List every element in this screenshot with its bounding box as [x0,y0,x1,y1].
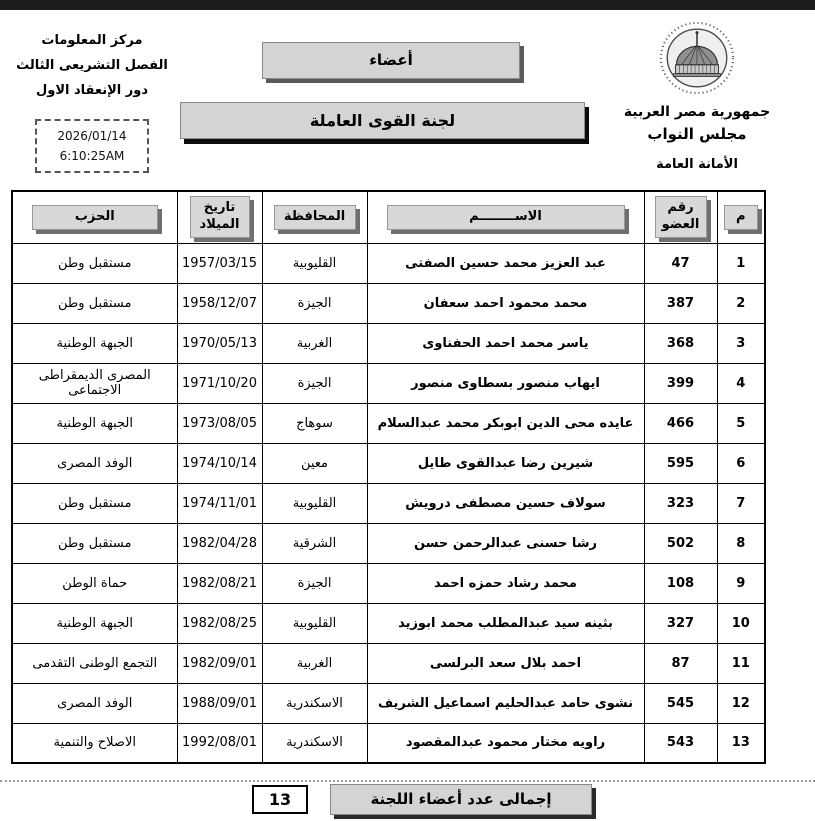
party-cell: الجبهة الوطنية [12,403,177,443]
member-row [12,603,765,643]
member-row [12,363,765,403]
party-cell: التجمع الوطنى التقدمى [12,643,177,683]
row-index-cell: 3 [717,323,765,363]
member-row [12,723,765,763]
top-black-bar [0,0,815,10]
governorate-header-box: المحافظة [274,205,356,230]
member-name-cell: راويه مختار محمود عبدالمقصود [367,723,644,763]
row-index-cell: 1 [717,243,765,283]
member-name-cell: ياسر محمد احمد الحفناوى [367,323,644,363]
birth-date-cell: 1957/03/15 [177,243,262,283]
total-members-label-box: إجمالى عدد أعضاء اللجنة [330,784,592,815]
name-header-box: الاســــــــم [387,205,625,230]
member-name-cell: عايده محى الدين ابوبكر محمد عبدالسلام [367,403,644,443]
member-name-cell: شيرين رضا عبدالقوى طايل [367,443,644,483]
member-row [12,683,765,723]
report-footer [0,784,815,818]
member-name-cell: احمد بلال سعد البرلسى [367,643,644,683]
birth-date-cell: 1982/09/01 [177,643,262,683]
member-id-cell: 323 [644,483,717,523]
footer-dotted-divider [0,780,815,782]
row-index-cell: 5 [717,403,765,443]
row-index-cell: 6 [717,443,765,483]
info-center-line: مركز المعلومات [41,33,143,48]
print-time: 6:10:25AM [59,149,125,163]
row-index-cell: 11 [717,643,765,683]
header-center-block [180,10,585,190]
birth-date-cell: 1974/10/14 [177,443,262,483]
governorate-cell: القليوبية [262,483,367,523]
birth-date-cell: 1971/10/20 [177,363,262,403]
member-id-cell: 368 [644,323,717,363]
report-header [0,10,815,190]
birth-date-cell: 1982/04/28 [177,523,262,563]
governorate-cell: الشرقية [262,523,367,563]
row-index-cell: 10 [717,603,765,643]
row-index-cell: 12 [717,683,765,723]
governorate-cell: القليوبية [262,243,367,283]
session-round-line: دور الإنعقاد الاول [35,83,149,98]
row-index-cell: 4 [717,363,765,403]
col-header-index [717,191,765,243]
member-id-cell: 387 [644,283,717,323]
member-id-cell: 545 [644,683,717,723]
members-table-body [12,243,765,763]
birth-date-cell: 1970/05/13 [177,323,262,363]
party-cell: الوفد المصرى [12,443,177,483]
birth-date-cell: 1992/08/01 [177,723,262,763]
col-header-governorate [262,191,367,243]
member-name-cell: محمد محمود احمد سعفان [367,283,644,323]
members-label-box: أعضاء [262,42,520,79]
total-members-value: 13 [252,785,308,814]
governorate-cell: الجيزة [262,283,367,323]
party-cell: مستقبل وطن [12,523,177,563]
party-cell: مستقبل وطن [12,283,177,323]
member-id-cell: 327 [644,603,717,643]
party-cell: الجبهة الوطنية [12,603,177,643]
member-name-cell: عبد العزيز محمد حسين الصفتى [367,243,644,283]
member-row [12,403,765,443]
member-id-cell: 543 [644,723,717,763]
committee-name-box: لجنة القوى العاملة [180,102,585,139]
member-name-cell: سولاف حسين مصطفى درويش [367,483,644,523]
member-row [12,483,765,523]
member-row [12,323,765,363]
country-title: جمهورية مصر العربية [623,104,771,120]
party-cell: الاصلاح والتنمية [12,723,177,763]
birth-date-header-box: تاريخ الميلاد [190,196,250,238]
birth-date-cell: 1973/08/05 [177,403,262,443]
governorate-cell: الغربية [262,643,367,683]
row-index-cell: 9 [717,563,765,603]
member-id-header-box: رقم العضو [655,196,707,238]
party-cell: حماة الوطن [12,563,177,603]
col-header-party [12,191,177,243]
member-id-cell: 466 [644,403,717,443]
col-header-birth-date [177,191,262,243]
member-name-cell: نشوى حامد عبدالحليم اسماعيل الشريف [367,683,644,723]
governorate-cell: الجيزة [262,563,367,603]
governorate-cell: معين [262,443,367,483]
table-header-row [12,191,765,243]
row-index-cell: 8 [717,523,765,563]
legislative-term-line: الفصل التشريعى الثالث [16,58,168,73]
member-name-cell: بثينه سيد عبدالمطلب محمد ابوزيد [367,603,644,643]
member-row [12,243,765,283]
party-cell: المصرى الديمقراطى الاجتماعى [12,363,177,403]
party-cell: الوفد المصرى [12,683,177,723]
member-name-cell: رشا حسنى عبدالرحمن حسن [367,523,644,563]
governorate-cell: الاسكندرية [262,723,367,763]
member-row [12,643,765,683]
party-cell: مستقبل وطن [12,243,177,283]
member-id-cell: 87 [644,643,717,683]
row-index-cell: 7 [717,483,765,523]
governorate-cell: سوهاج [262,403,367,443]
party-cell: الجبهة الوطنية [12,323,177,363]
index-header-box: م [724,205,758,230]
council-title: مجلس النواب [647,125,747,143]
secretariat-title: الأمانة العامة [656,157,738,172]
col-header-name [367,191,644,243]
member-row [12,283,765,323]
member-name-cell: ايهاب منصور بسطاوى منصور [367,363,644,403]
member-id-cell: 108 [644,563,717,603]
governorate-cell: الجيزة [262,363,367,403]
print-date: 2026/01/14 [57,129,127,143]
governorate-cell: الاسكندرية [262,683,367,723]
member-id-cell: 47 [644,243,717,283]
party-cell: مستقبل وطن [12,483,177,523]
row-index-cell: 2 [717,283,765,323]
governorate-cell: القليوبية [262,603,367,643]
print-datetime-box [35,119,149,173]
member-row [12,443,765,483]
member-row [12,563,765,603]
header-right-block [597,18,797,172]
birth-date-cell: 1982/08/25 [177,603,262,643]
member-id-cell: 595 [644,443,717,483]
col-header-member-id [644,191,717,243]
birth-date-cell: 1958/12/07 [177,283,262,323]
member-id-cell: 399 [644,363,717,403]
row-index-cell: 13 [717,723,765,763]
header-left-block [12,28,172,173]
governorate-cell: الغربية [262,323,367,363]
birth-date-cell: 1988/09/01 [177,683,262,723]
member-id-cell: 502 [644,523,717,563]
member-name-cell: محمد رشاد حمزه احمد [367,563,644,603]
member-row [12,523,765,563]
committee-members-table [11,190,766,764]
parliament-emblem-logo [658,18,736,102]
birth-date-cell: 1974/11/01 [177,483,262,523]
party-header-box: الحزب [32,205,158,230]
birth-date-cell: 1982/08/21 [177,563,262,603]
